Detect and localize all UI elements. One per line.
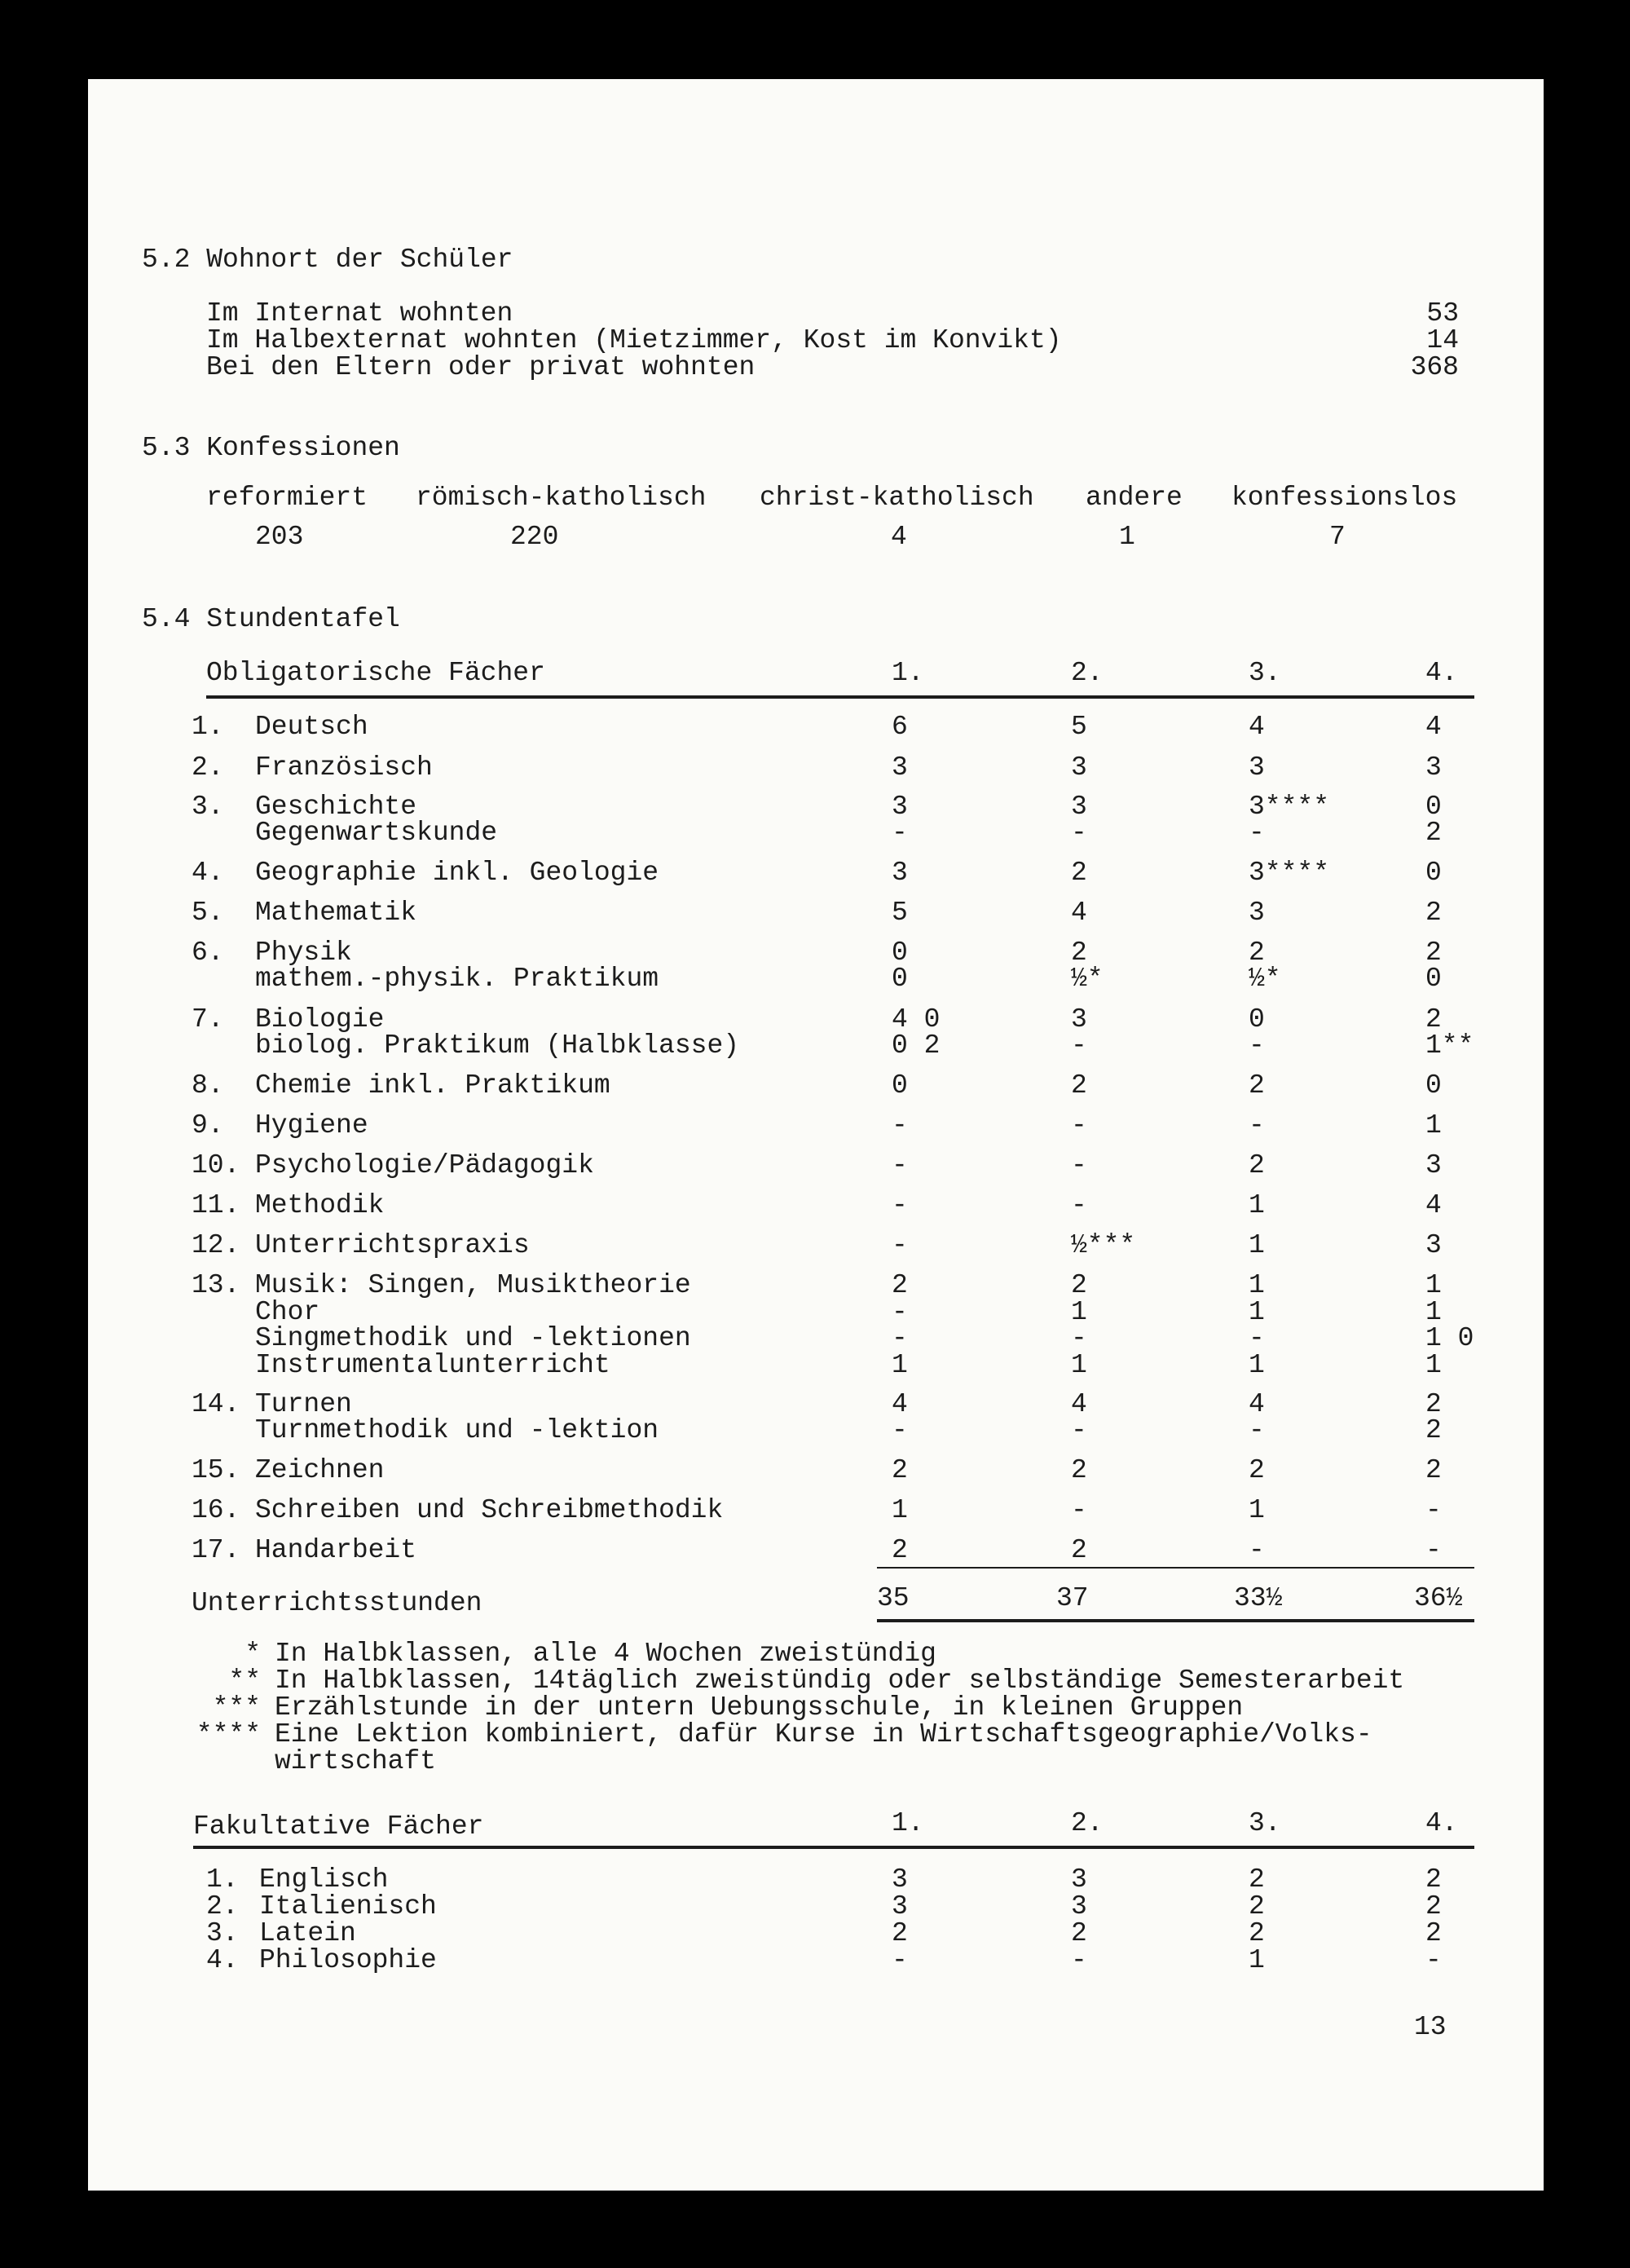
optional-year-2: 3 (1071, 1891, 1087, 1922)
row-year-2: - (1071, 1030, 1087, 1061)
row-year-3: 3**** (1249, 792, 1330, 822)
row-number: 17. (192, 1535, 240, 1565)
row-subject: Turnen (255, 1389, 352, 1419)
row-subject: Biologie (255, 1004, 385, 1035)
row-year-4: 3 (1425, 1150, 1442, 1180)
row-year-1: 3 (892, 858, 908, 888)
optional-year-2: 2 (1071, 1918, 1087, 1948)
row-year-2: - (1071, 1110, 1087, 1141)
row-year-1: - (892, 1110, 908, 1141)
optional-header-label: Fakultative Fächer (193, 1811, 484, 1842)
row-subject: Zeichnen (255, 1455, 385, 1485)
footnote-text: In Halbklassen, alle 4 Wochen zweistündig (275, 1639, 936, 1669)
row-year-2: 5 (1071, 712, 1087, 742)
row-number: 13. (192, 1270, 240, 1300)
row-year-1: 3 (892, 792, 908, 822)
row-year-4: 2 (1425, 1455, 1442, 1485)
row-year-2: 2 (1071, 938, 1087, 968)
row-subject: Französisch (255, 752, 433, 783)
row-number: 16. (192, 1495, 240, 1525)
row-year-4: 2 (1425, 1004, 1442, 1035)
confession-value: 7 (1329, 522, 1346, 552)
row-subject: Unterrichtspraxis (255, 1230, 530, 1260)
section-heading-confessions: 5.3 Konfessionen (142, 433, 400, 463)
total-year-1: 35 (877, 1583, 910, 1613)
row-year-4: 2 (1425, 898, 1442, 928)
optional-header-year: 4. (1425, 1808, 1458, 1838)
row-year-1: 2 (892, 1455, 908, 1485)
optional-header-year: 1. (892, 1808, 924, 1838)
row-number: 6. (192, 938, 224, 968)
row-year-1: 1 (892, 1350, 908, 1380)
row-year-1: 2 (892, 1535, 908, 1565)
row-year-3: 1 (1249, 1230, 1265, 1260)
row-year-3: 3 (1249, 898, 1265, 928)
row-year-1: - (892, 1150, 908, 1180)
optional-header-rule (193, 1846, 1474, 1849)
row-year-4: 2 (1425, 818, 1442, 848)
row-year-1: 4 (892, 1389, 908, 1419)
row-year-3: - (1249, 818, 1265, 848)
optional-year-3: 2 (1249, 1864, 1265, 1895)
total-label: Unterrichtsstunden (192, 1588, 482, 1618)
table-header-year: 4. (1425, 658, 1458, 688)
row-subject: Singmethodik und -lektionen (255, 1323, 691, 1353)
row-subject: Geographie inkl. Geologie (255, 858, 659, 888)
row-number: 10. (192, 1150, 240, 1180)
optional-year-4: - (1425, 1945, 1442, 1975)
row-year-4: 3 (1425, 752, 1442, 783)
optional-header-year: 3. (1249, 1808, 1281, 1838)
row-year-3: ½* (1249, 964, 1281, 994)
row-year-2: ½*** (1071, 1230, 1136, 1260)
row-year-3: - (1249, 1110, 1265, 1141)
confession-label: andere (1086, 483, 1183, 513)
row-number: 2. (192, 752, 224, 783)
row-number: 12. (192, 1230, 240, 1260)
row-subject: Psychologie/Pädagogik (255, 1150, 594, 1180)
row-subject: Hygiene (255, 1110, 368, 1141)
row-subject: Mathematik (255, 898, 417, 928)
row-subject: Schreiben und Schreibmethodik (255, 1495, 724, 1525)
row-year-2: ½* (1071, 964, 1104, 994)
row-year-4: 1 (1425, 1270, 1442, 1300)
optional-row-subject: Italienisch (259, 1891, 437, 1922)
row-year-1: 3 (892, 752, 908, 783)
section-heading-residence: 5.2 Wohnort der Schüler (142, 245, 513, 275)
total-year-2: 37 (1056, 1583, 1089, 1613)
row-year-2: - (1071, 1415, 1087, 1445)
row-year-3: 2 (1249, 1070, 1265, 1101)
row-subject: Deutsch (255, 712, 368, 742)
row-year-4: 0 (1425, 1070, 1442, 1101)
row-subject: Turnmethodik und -lektion (255, 1415, 659, 1445)
section-heading-timetable: 5.4 Stundentafel (142, 604, 400, 634)
optional-row-number: 4. (206, 1945, 239, 1975)
row-subject: Musik: Singen, Musiktheorie (255, 1270, 691, 1300)
confession-value: 4 (891, 522, 907, 552)
row-year-4: 2 (1425, 1389, 1442, 1419)
optional-header-year: 2. (1071, 1808, 1104, 1838)
optional-year-2: - (1071, 1945, 1087, 1975)
confession-value: 203 (255, 522, 304, 552)
footnote-mark: ** (228, 1666, 261, 1696)
row-subject: Handarbeit (255, 1535, 417, 1565)
row-year-3: - (1249, 1535, 1265, 1565)
row-year-4: 1 0 (1425, 1323, 1474, 1353)
optional-year-1: - (892, 1945, 908, 1975)
row-year-3: 1 (1249, 1495, 1265, 1525)
row-year-2: 2 (1071, 1270, 1087, 1300)
confession-label: reformiert (206, 483, 368, 513)
row-year-4: 0 (1425, 858, 1442, 888)
footnote-text: wirtschaft (275, 1746, 437, 1776)
row-number: 1. (192, 712, 224, 742)
row-subject: Instrumentalunterricht (255, 1350, 610, 1380)
row-year-4: - (1425, 1495, 1442, 1525)
residence-value: 53 (1426, 298, 1459, 329)
footnote-mark: *** (212, 1692, 261, 1723)
row-year-2: - (1071, 1495, 1087, 1525)
row-year-2: 2 (1071, 858, 1087, 888)
row-year-3: 2 (1249, 1150, 1265, 1180)
optional-row-number: 1. (206, 1864, 239, 1895)
page-number: 13 (1414, 2012, 1447, 2042)
row-year-4: 2 (1425, 938, 1442, 968)
optional-year-3: 1 (1249, 1945, 1265, 1975)
row-year-2: 4 (1071, 898, 1087, 928)
optional-year-1: 3 (892, 1864, 908, 1895)
row-year-2: 3 (1071, 1004, 1087, 1035)
optional-year-2: 3 (1071, 1864, 1087, 1895)
row-year-2: 2 (1071, 1070, 1087, 1101)
row-year-4: 4 (1425, 712, 1442, 742)
row-year-3: 4 (1249, 712, 1265, 742)
optional-year-1: 2 (892, 1918, 908, 1948)
row-number: 7. (192, 1004, 224, 1035)
row-year-3: - (1249, 1030, 1265, 1061)
table-header-year: 3. (1249, 658, 1281, 688)
row-subject: Chor (255, 1297, 320, 1327)
row-year-3: 2 (1249, 938, 1265, 968)
optional-row-subject: Latein (259, 1918, 356, 1948)
optional-year-4: 2 (1425, 1918, 1442, 1948)
row-number: 4. (192, 858, 224, 888)
row-subject: Geschichte (255, 792, 417, 822)
row-year-2: - (1071, 1150, 1087, 1180)
row-number: 5. (192, 898, 224, 928)
residence-label: Bei den Eltern oder privat wohnten (206, 352, 756, 382)
row-year-4: 1 (1425, 1350, 1442, 1380)
row-year-4: 4 (1425, 1190, 1442, 1220)
row-year-4: 3 (1425, 1230, 1442, 1260)
row-year-1: 4 0 (892, 1004, 941, 1035)
row-year-3: - (1249, 1323, 1265, 1353)
row-year-1: 2 (892, 1270, 908, 1300)
row-number: 11. (192, 1190, 240, 1220)
row-subject: mathem.-physik. Praktikum (255, 964, 659, 994)
row-subject: Physik (255, 938, 352, 968)
row-year-4: - (1425, 1535, 1442, 1565)
row-year-2: 2 (1071, 1535, 1087, 1565)
footnote-text: Erzählstunde in der untern Uebungsschule, in kleinen Gruppen (275, 1692, 1244, 1723)
row-year-4: 1** (1425, 1030, 1474, 1061)
optional-year-3: 2 (1249, 1918, 1265, 1948)
residence-label: Im Halbexternat wohnten (Mietzimmer, Kost im Konvikt) (206, 325, 1062, 355)
optional-row-number: 3. (206, 1918, 239, 1948)
row-year-2: 2 (1071, 1455, 1087, 1485)
row-year-1: 0 (892, 938, 908, 968)
row-year-1: 0 (892, 1070, 908, 1101)
row-year-3: - (1249, 1415, 1265, 1445)
row-year-2: 3 (1071, 792, 1087, 822)
row-subject: biolog. Praktikum (Halbklasse) (255, 1030, 740, 1061)
confession-value: 1 (1119, 522, 1135, 552)
confession-label: römisch-katholisch (416, 483, 707, 513)
table-header-rule (206, 695, 1474, 699)
table-header-year: 2. (1071, 658, 1104, 688)
row-number: 14. (192, 1389, 240, 1419)
row-year-4: 1 (1425, 1297, 1442, 1327)
row-year-1: 0 2 (892, 1030, 941, 1061)
footnote-mark: * (244, 1639, 261, 1669)
row-year-3: 3**** (1249, 858, 1330, 888)
optional-row-subject: Philosophie (259, 1945, 437, 1975)
optional-year-3: 2 (1249, 1891, 1265, 1922)
row-number: 9. (192, 1110, 224, 1141)
row-year-2: - (1071, 1190, 1087, 1220)
total-year-4: 36½ (1414, 1583, 1463, 1613)
row-year-2: 3 (1071, 752, 1087, 783)
row-year-1: 1 (892, 1495, 908, 1525)
table-header-year: 1. (892, 658, 924, 688)
row-year-2: 1 (1071, 1297, 1087, 1327)
row-number: 8. (192, 1070, 224, 1101)
row-year-3: 1 (1249, 1350, 1265, 1380)
row-year-2: 4 (1071, 1389, 1087, 1419)
total-rule-bottom (877, 1619, 1474, 1622)
row-year-1: 5 (892, 898, 908, 928)
confession-label: konfessionslos (1231, 483, 1458, 513)
table-header-label: Obligatorische Fächer (206, 658, 545, 688)
row-year-1: 6 (892, 712, 908, 742)
row-year-1: - (892, 1297, 908, 1327)
optional-year-1: 3 (892, 1891, 908, 1922)
row-year-1: - (892, 1323, 908, 1353)
row-year-4: 0 (1425, 964, 1442, 994)
row-year-3: 2 (1249, 1455, 1265, 1485)
confession-label: christ-katholisch (760, 483, 1034, 513)
row-year-4: 1 (1425, 1110, 1442, 1141)
row-year-3: 1 (1249, 1270, 1265, 1300)
footnote-text: Eine Lektion kombiniert, dafür Kurse in Wirtschaftsgeographie/Volks- (275, 1719, 1372, 1750)
row-year-4: 2 (1425, 1415, 1442, 1445)
row-year-3: 1 (1249, 1190, 1265, 1220)
row-number: 3. (192, 792, 224, 822)
row-year-1: - (892, 1415, 908, 1445)
row-subject: Gegenwartskunde (255, 818, 498, 848)
row-year-4: 0 (1425, 792, 1442, 822)
total-rule-top (877, 1567, 1474, 1569)
row-year-1: - (892, 1230, 908, 1260)
residence-value: 14 (1426, 325, 1459, 355)
row-year-3: 4 (1249, 1389, 1265, 1419)
row-subject: Methodik (255, 1190, 385, 1220)
row-year-2: - (1071, 818, 1087, 848)
row-number: 15. (192, 1455, 240, 1485)
total-year-3: 33½ (1234, 1583, 1283, 1613)
row-year-2: 1 (1071, 1350, 1087, 1380)
residence-value: 368 (1410, 352, 1459, 382)
row-year-3: 1 (1249, 1297, 1265, 1327)
row-subject: Chemie inkl. Praktikum (255, 1070, 610, 1101)
optional-year-4: 2 (1425, 1864, 1442, 1895)
row-year-3: 0 (1249, 1004, 1265, 1035)
row-year-3: 3 (1249, 752, 1265, 783)
optional-row-number: 2. (206, 1891, 239, 1922)
optional-row-subject: Englisch (259, 1864, 389, 1895)
footnote-mark: **** (196, 1719, 261, 1750)
residence-label: Im Internat wohnten (206, 298, 513, 329)
row-year-1: - (892, 818, 908, 848)
optional-year-4: 2 (1425, 1891, 1442, 1922)
footnote-text: In Halbklassen, 14täglich zweistündig oder selbständige Semesterarbeit (275, 1666, 1405, 1696)
confession-value: 220 (510, 522, 559, 552)
row-year-1: - (892, 1190, 908, 1220)
row-year-2: - (1071, 1323, 1087, 1353)
row-year-1: 0 (892, 964, 908, 994)
